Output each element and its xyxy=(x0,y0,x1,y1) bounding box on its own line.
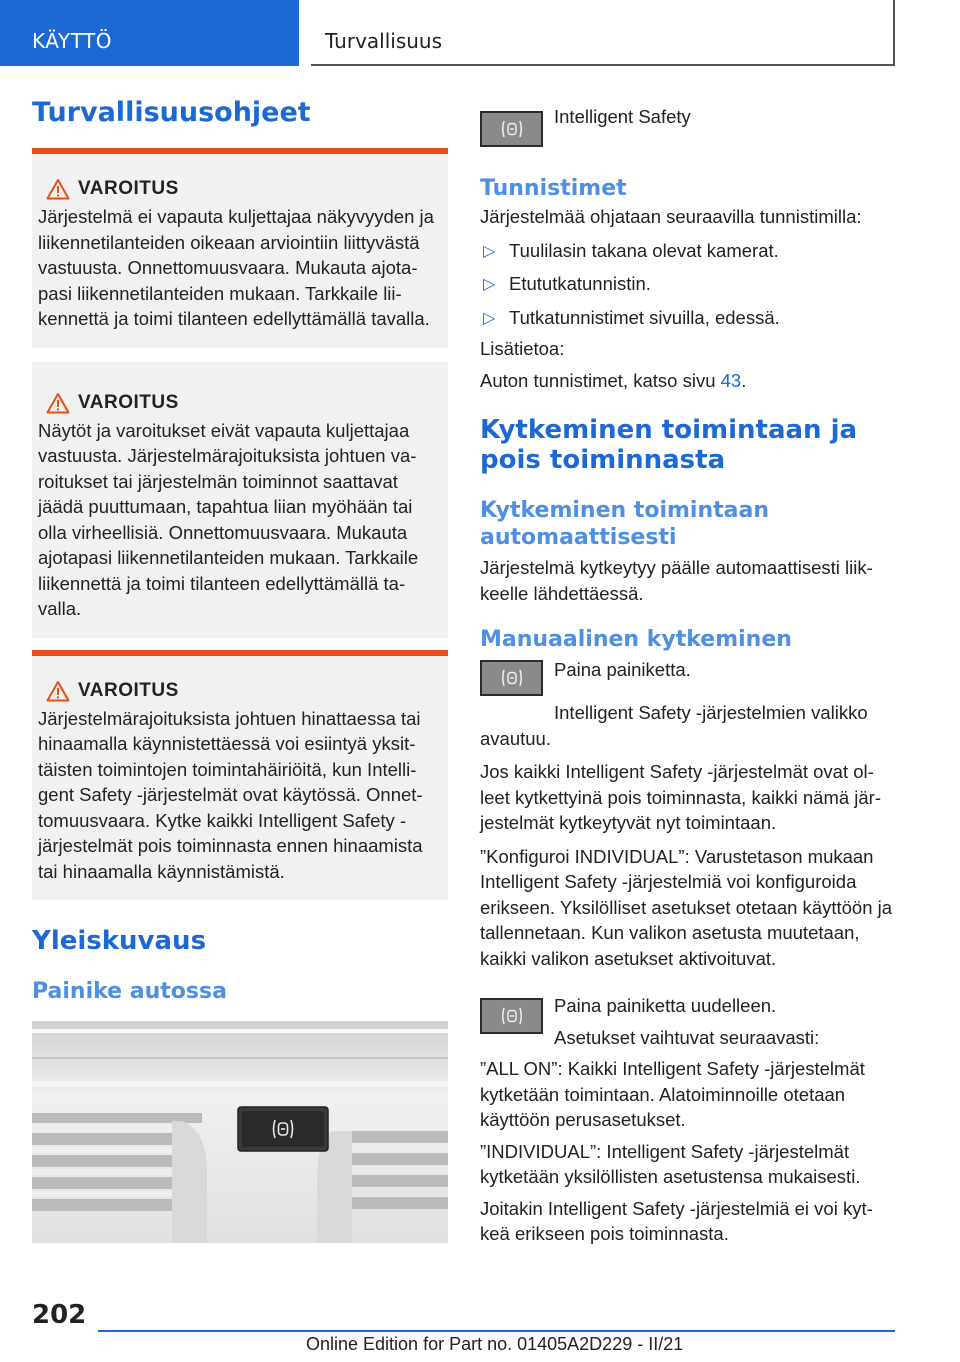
triangle-bullet-icon: ▷ xyxy=(483,309,496,327)
list-item: ▷ Etututkatunnistin. xyxy=(480,271,895,297)
press-again-row xyxy=(480,989,895,1050)
press-again-text: Paina painiketta uudelleen. xyxy=(554,995,777,1016)
warning-label: VAROITUS xyxy=(78,178,179,199)
page-number: 202 xyxy=(32,1300,87,1330)
chapter-label: Turvallisuus xyxy=(325,29,443,53)
intelligent-safety-button-icon xyxy=(480,660,543,696)
warning-triangle-icon xyxy=(38,176,78,202)
auto-text: Järjestelmä kytkeytyy päälle automaattisesti liikkeelle lähdettäessä. xyxy=(480,557,873,604)
menu-opens-text: Intelligent Safety -järjestelmien valikko avautuu. xyxy=(480,702,868,749)
list-item: ▷ Tutkatunnistimet sivuilla, edessä. xyxy=(480,305,895,331)
settings-change-text: Asetukset vaihtuvat seuraavasti: xyxy=(554,1026,820,1048)
warning-box-1 xyxy=(32,148,448,348)
intelligent-safety-button-icon xyxy=(480,998,543,1034)
paragraph: ”INDIVIDUAL”: Intelligent Safety -järjestelmät kytketään yksilöllisten asetustensa mukaisesti. xyxy=(480,1140,861,1187)
warning-triangle-icon xyxy=(38,678,78,704)
onoff-heading: Kytkeminen toimintaan ja pois toiminnasta xyxy=(480,415,858,475)
warning-text: Järjestelmä ei vapauta kuljettajaa näkyvyyden ja liikennetilanteiden oikeaan arviointiin liittyvästä vastuusta. Onnettomuusvaara. Mukauta ajotapasi liikennetilanteiden mukaan. Tarkkaile liikennettä ja toimi tilanteen edellyttämällä tavalla. xyxy=(38,206,434,329)
button-caption: Intelligent Safety xyxy=(554,106,691,127)
auto-heading: Kytkeminen toimintaan automaattisesti xyxy=(480,498,769,550)
paragraph: ”Konfiguroi INDIVIDUAL”: Varustetason mukaan Intelligent Safety -järjestelmiä voi konfiguroida erikseen. Yksilölliset asetukset otetaan käyttöön ja tallennetaan. Kun valikon asetusta muutetaan, kaikki valikon asetukset aktivoituvat. xyxy=(480,845,893,969)
edition-note: Online Edition for Part no. 01405A2D229 - II/21 xyxy=(306,1334,684,1354)
sensors-heading: Tunnistimet xyxy=(480,176,627,201)
right-column xyxy=(480,96,895,1247)
section-label: KÄYTTÖ xyxy=(32,29,112,53)
paragraph: Jos kaikki Intelligent Safety -järjestelmät ovat olleet kytkettyinä pois toiminnasta, kaikki nämä järjestelmät kytkeytyvät nyt toimintaan. xyxy=(480,761,882,833)
button-caption-row xyxy=(480,96,895,147)
warning-box-2 xyxy=(32,362,448,638)
intelligent-safety-button-icon xyxy=(480,111,543,147)
more-info-label: Lisätietoa: xyxy=(480,338,565,359)
button-photo xyxy=(32,1021,448,1243)
warning-box-3 xyxy=(32,650,448,901)
paragraph: ”ALL ON”: Kaikki Intelligent Safety -järjestelmät kytketään toimintaan. Alatoiminnoille otetaan käyttöön perusasetukset. xyxy=(480,1058,865,1130)
left-column xyxy=(32,96,448,1243)
warning-text: Järjestelmärajoituksista johtuen hinattaessa tai hinaamalla käynnistettäessä voi esiintyä yksittäisten toimintojen toimintahäiriöitä, kun Intelligent Safety -järjestelmät ovat käytössä. Onnettomuusvaara. Kytke kaikki Intelligent Safety -järjestelmät pois toiminnasta ennen hinaamista tai hinaamalla käynnistämistä. xyxy=(38,707,423,882)
sensors-intro: Järjestelmää ohjataan seuraavilla tunnistimilla: xyxy=(480,206,862,227)
paragraph: Joitakin Intelligent Safety -järjestelmiä ei voi kytkeä erikseen pois toiminnasta. xyxy=(480,1197,873,1244)
sensors-list xyxy=(480,238,895,331)
warning-text: Näytöt ja varoitukset eivät vapauta kuljettajaa vastuusta. Järjestelmärajoituksista johtuen varoitukset tai järjestelmän toiminnot saattavat jäädä puuttumaan, tapahtua liian myöhään tai olla virheellisiä. Onnettomuusvaara. Mukauta ajotapasi liikennetilanteiden mukaan. Tarkkaile liikennettä ja toimi tilanteen edellyttämällä tavalla. xyxy=(38,419,419,619)
triangle-bullet-icon: ▷ xyxy=(483,276,496,293)
section-tab xyxy=(0,0,299,66)
press-button-row xyxy=(480,655,895,696)
triangle-bullet-icon: ▷ xyxy=(483,242,496,260)
chapter-tab xyxy=(311,0,895,66)
press-button-text: Paina painiketta. xyxy=(554,659,691,680)
button-heading: Painike autossa xyxy=(32,979,227,1004)
list-item: ▷ Tuulilasin takana olevat kamerat. xyxy=(480,238,895,264)
page-title: Turvallisuusohjeet xyxy=(32,97,311,128)
warning-label: VAROITUS xyxy=(78,679,179,701)
manual-heading: Manuaalinen kytkeminen xyxy=(480,627,792,652)
footer-divider xyxy=(98,1330,895,1332)
warning-label: VAROITUS xyxy=(78,391,179,413)
warning-triangle-icon xyxy=(38,390,78,416)
reference-line: Auton tunnistimet, katso sivu 43. xyxy=(480,369,747,391)
page-reference-link[interactable]: 43 xyxy=(720,369,742,391)
overview-heading: Yleiskuvaus xyxy=(32,926,207,956)
